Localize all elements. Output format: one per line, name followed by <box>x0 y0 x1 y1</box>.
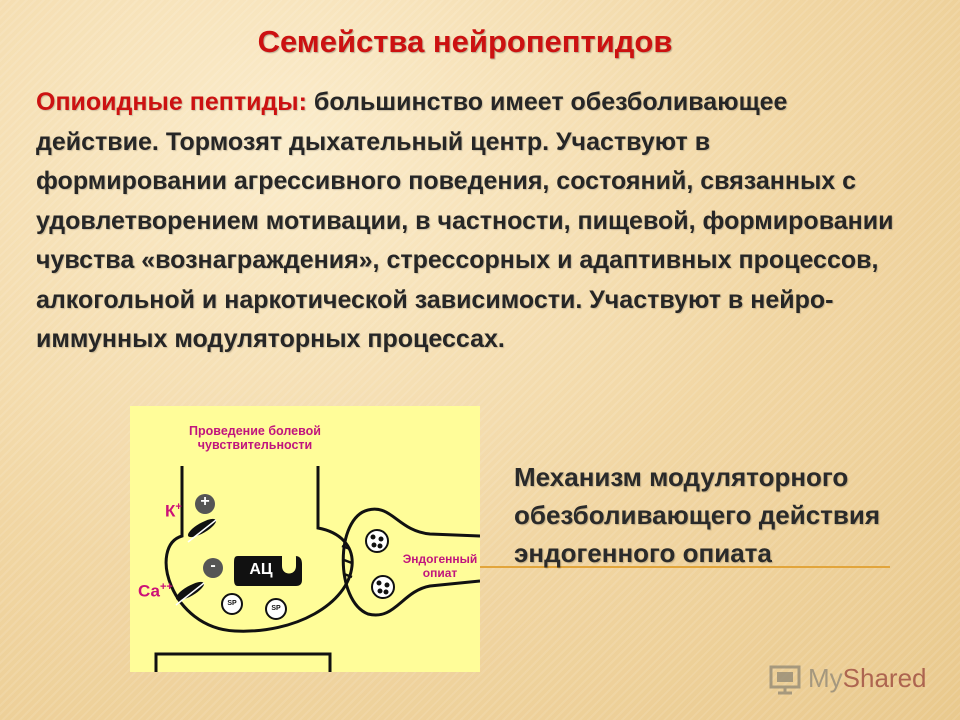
sp-label-2: SP <box>271 605 281 612</box>
myshared-watermark <box>768 658 927 698</box>
presynaptic-terminal <box>166 466 352 631</box>
ca-ion-charge: ++ <box>159 581 173 593</box>
lead-term: Опиоидные пептиды: <box>36 88 307 116</box>
opiate-vesicle-2 <box>372 576 394 598</box>
k-ion-symbol: К <box>165 501 176 521</box>
k-ion-label <box>165 500 182 519</box>
opiate-vesicle-1 <box>366 530 388 552</box>
ac-label: АЦ <box>249 561 273 578</box>
paragraph-text: большинство имеет обезболивающее действие. Тормозят дыхательный центр. Участвуют в формировании агрессивного поведения, состояний, связанных с удовлетворением мотивации, в частности, пищевой, формировании чувства «вознаграждения», стрессорных и адаптивных процессов, алкогольной и наркотической зависимости. Участвуют в нейро-иммунных модуляторных процессах. <box>36 88 894 353</box>
watermark-shared: Shared <box>842 662 927 693</box>
minus-sign: - <box>210 557 216 574</box>
synapse-diagram <box>130 406 480 672</box>
watermark-my: My <box>808 662 843 693</box>
pain-conduction-label: Проведение болевой чувствительности <box>189 424 321 452</box>
slide-title: Семейства нейропептидов <box>257 24 673 59</box>
ca-ion-symbol: Са <box>138 581 160 601</box>
plus-sign: + <box>200 493 210 510</box>
figure-caption: Механизм модуляторного обезболивающего действия эндогенного опиата <box>514 462 881 568</box>
sp-label-1: SP <box>227 600 237 607</box>
k-ion-charge: + <box>175 501 182 513</box>
lower-box <box>156 654 330 672</box>
ca-ion-label <box>138 580 173 599</box>
presentation-icon <box>768 661 802 695</box>
body-paragraph <box>36 83 896 360</box>
endogenous-opiate-label: Эндогенный опиат <box>402 552 478 580</box>
